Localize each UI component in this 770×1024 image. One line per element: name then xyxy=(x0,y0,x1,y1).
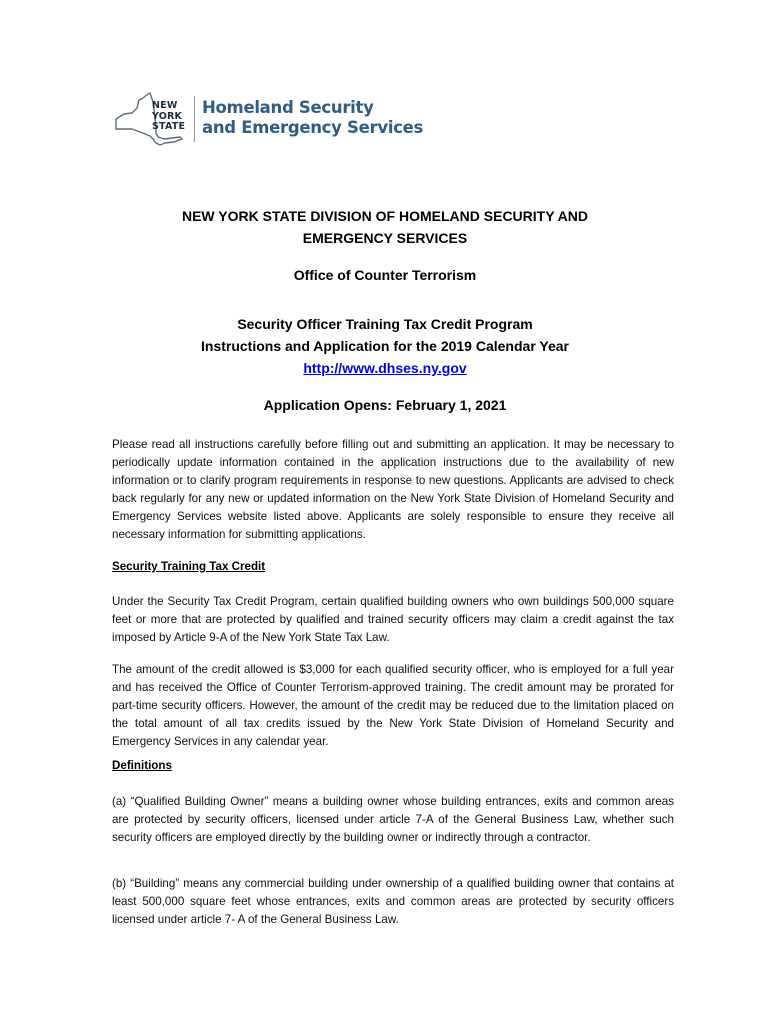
program-title-line2: Instructions and Application for the 2019 Calendar Year xyxy=(201,338,569,354)
definition-a: (a) “Qualified Building Owner” means a building owner whose building entrances, exits and common areas are protected by security officers, licensed under article 7-A of the General Business Law, whether such security officers are employed directly by the building owner or indirectly through a contractor. xyxy=(112,795,674,844)
program-title-line1: Security Officer Training Tax Credit Program xyxy=(237,316,533,332)
agency-name xyxy=(202,98,423,138)
division-title xyxy=(60,205,710,249)
definition-b: (b) “Building” means any commercial building under ownership of a qualified building owner that contains at least 500,000 square feet whose entrances, exits and common areas are protected by security officers licensed under article 7- A of the General Business Law. xyxy=(112,877,674,926)
division-title-line1: NEW YORK STATE DIVISION OF HOMELAND SECURITY AND xyxy=(181,208,589,224)
office-title: Office of Counter Terrorism xyxy=(293,267,477,283)
dhses-logo xyxy=(110,92,424,148)
website-link[interactable]: http://www.dhses.ny.gov xyxy=(303,360,467,376)
intro-paragraph: Please read all instructions carefully before filling out and submitting an application. It may be necessary to periodically update information contained in the application instructions due to the availability of new information or to clarify program requirements in response to new questions. Applicants are advised to check back regularly for any new or updated information on the New York State Division of Homeland Security and Emergency Services website listed above. Applicants are solely responsible to ensure they receive all necessary information for submitting applications. xyxy=(112,438,674,541)
agency-name-line1: Homeland Security xyxy=(202,98,374,117)
program-title xyxy=(60,313,710,379)
credit-paragraph-2: The amount of the credit allowed is $3,000 for each qualified security officer, who is employed for a full year and has received the Office of Counter Terrorism-approved training. The credit amount may be prorated for part-time security officers. However, the amount of the credit may be reduced due to the limitation placed on the total amount of all tax credits issued by the New York State Division of Homeland Security and Emergency Services in any calendar year. xyxy=(112,663,674,748)
training-heading: Security Training Tax Credit xyxy=(112,560,266,573)
credit-paragraph-1: Under the Security Tax Credit Program, certain qualified building owners who own buildings 500,000 square feet or more that are protected by qualified and trained security officers may claim a credit against the tax imposed by Article 9-A of the New York State Tax Law. xyxy=(112,595,674,644)
application-opens: Application Opens: February 1, 2021 xyxy=(263,397,507,413)
definitions-heading: Definitions xyxy=(112,759,172,772)
division-title-line2: EMERGENCY SERVICES xyxy=(302,230,468,246)
wordmark-line-york: YORK xyxy=(152,110,183,122)
wordmark-line-state: STATE xyxy=(152,121,186,132)
wordmark-line-new: NEW xyxy=(152,100,178,111)
ny-state-wordmark xyxy=(152,101,185,133)
agency-name-line2: and Emergency Services xyxy=(202,118,424,137)
logo-divider xyxy=(194,96,195,142)
